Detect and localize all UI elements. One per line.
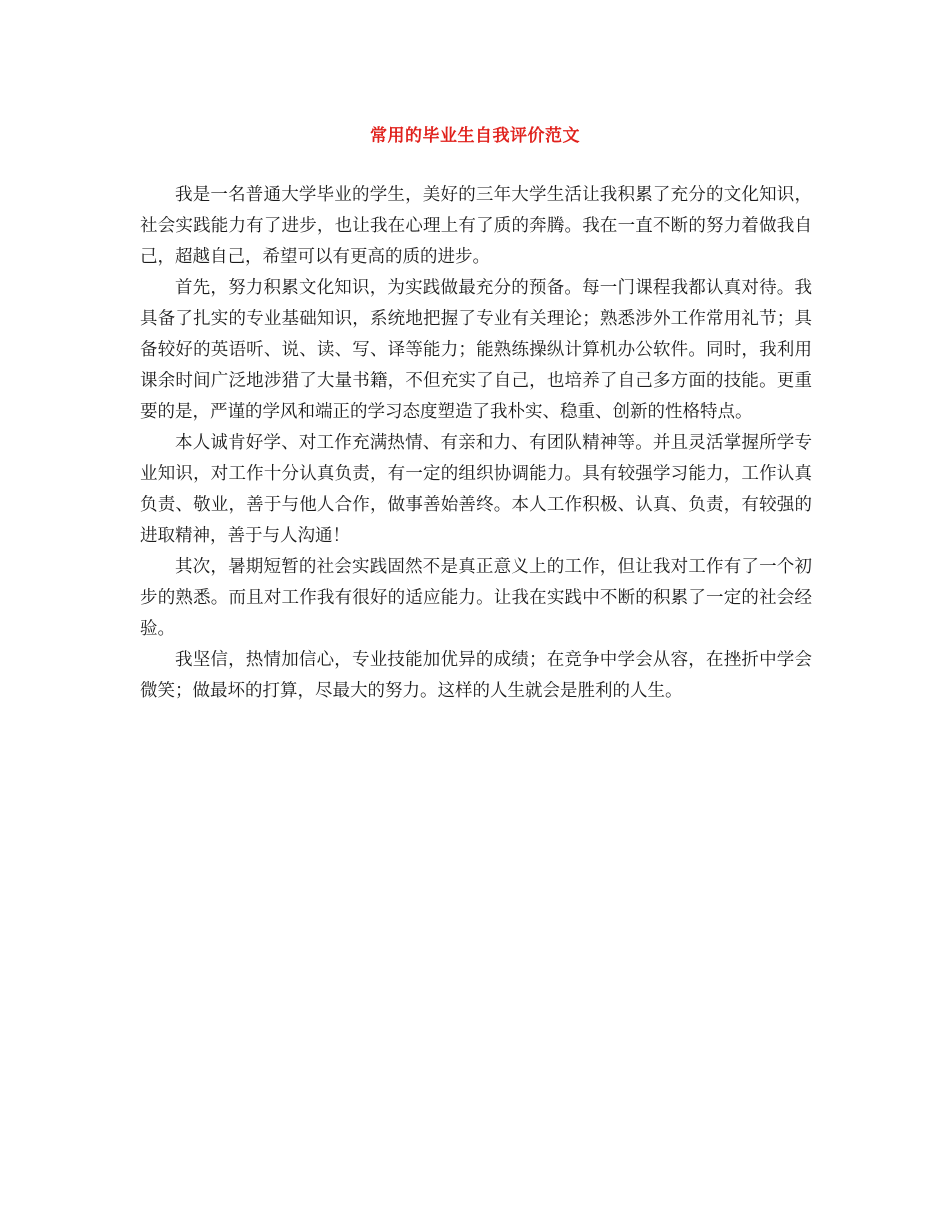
document-title: 常用的毕业生自我评价范文: [370, 126, 580, 146]
paragraph-attitude: 本人诚肯好学、对工作充满热情、有亲和力、有团队精神等。并且灵活掌握所学专业知识，对工作十分认真负责，有一定的组织协调能力。具有较强学习能力，工作认真负责、敬业，善于与他人合作，做事善始善终。本人工作积极、认真、负责，有较强的进取精神，善于与人沟通！: [140, 433, 812, 546]
paragraph-practice: 其次，暑期短暂的社会实践固然不是真正意义上的工作，但让我对工作有了一个初步的熟悉。而且对工作我有很好的适应能力。让我在实践中不断的积累了一定的社会经验。: [140, 557, 812, 639]
paragraph-conclusion: 我坚信，热情加信心，专业技能加优异的成绩；在竞争中学会从容，在挫折中学会微笑；做最坏的打算，尽最大的努力。这样的人生就会是胜利的人生。: [140, 650, 812, 701]
paragraph-knowledge: 首先，努力积累文化知识，为实践做最充分的预备。每一门课程我都认真对待。我具备了扎实的专业基础知识，系统地把握了专业有关理论；熟悉涉外工作常用礼节；具备较好的英语听、说、读、写、译等能力；能熟练操纵计算机办公软件。同时，我利用课余时间广泛地涉猎了大量书籍，不但充实了自己，也培养了自己多方面的技能。更重要的是，严谨的学风和端正的学习态度塑造了我朴实、稳重、创新的性格特点。: [140, 278, 812, 422]
document-body: [140, 180, 812, 707]
paragraph-intro: 我是一名普通大学毕业的学生，美好的三年大学生活让我积累了充分的文化知识，社会实践能力有了进步，也让我在心理上有了质的奔腾。我在一直不断的努力着做我自己，超越自己，希望可以有更高的质的进步。: [140, 185, 812, 267]
